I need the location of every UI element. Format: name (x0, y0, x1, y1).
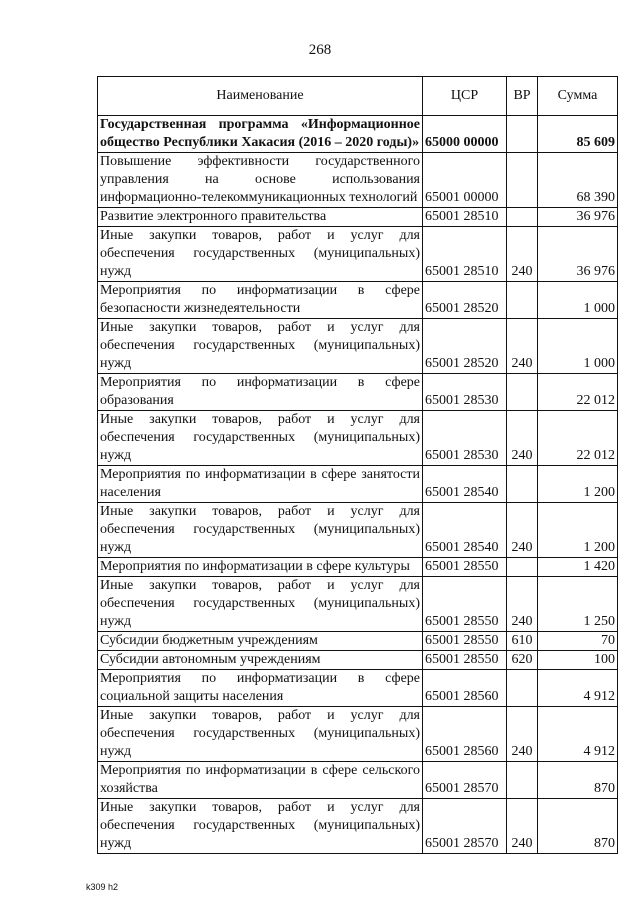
cell-sum: 36 976 (538, 208, 618, 227)
cell-name: Мероприятия по информатизации в сфере образования (98, 374, 423, 411)
cell-csr: 65001 00000 (423, 153, 507, 208)
cell-csr: 65001 28540 (423, 503, 507, 558)
cell-vr: 620 (507, 651, 538, 670)
cell-vr (507, 116, 538, 153)
cell-vr: 240 (507, 707, 538, 762)
table-row (98, 227, 618, 282)
cell-csr: 65001 28550 (423, 651, 507, 670)
table-row (98, 799, 618, 854)
cell-name: Иные закупки товаров, работ и услуг для обеспечения государственных (муниципальных) нужд (98, 577, 423, 632)
table-row (98, 577, 618, 632)
cell-name: Мероприятия по информатизации в сфере занятости населения (98, 466, 423, 503)
header-vr: ВР (507, 77, 538, 116)
budget-table (97, 76, 618, 854)
cell-sum: 870 (538, 762, 618, 799)
cell-csr: 65001 28510 (423, 208, 507, 227)
cell-name: Иные закупки товаров, работ и услуг для обеспечения государственных (муниципальных) нужд (98, 411, 423, 466)
footer-code: k309 h2 (86, 882, 119, 892)
cell-sum: 70 (538, 632, 618, 651)
header-sum: Сумма (538, 77, 618, 116)
cell-sum: 1 250 (538, 577, 618, 632)
cell-csr: 65001 28550 (423, 558, 507, 577)
table-row (98, 319, 618, 374)
table-row (98, 466, 618, 503)
cell-sum: 1 420 (538, 558, 618, 577)
cell-name: Иные закупки товаров, работ и услуг для обеспечения государственных (муниципальных) нужд (98, 227, 423, 282)
cell-csr: 65001 28570 (423, 799, 507, 854)
cell-name: Мероприятия по информатизации в сфере социальной защиты населения (98, 670, 423, 707)
cell-name: Субсидии автономным учреждениям (98, 651, 423, 670)
cell-csr: 65001 28560 (423, 670, 507, 707)
cell-sum: 4 912 (538, 707, 618, 762)
cell-vr: 240 (507, 227, 538, 282)
table-row (98, 558, 618, 577)
cell-sum: 1 200 (538, 503, 618, 558)
table-row (98, 632, 618, 651)
cell-vr: 240 (507, 503, 538, 558)
cell-csr: 65001 28510 (423, 227, 507, 282)
table-row (98, 411, 618, 466)
cell-name: Мероприятия по информатизации в сфере культуры (98, 558, 423, 577)
cell-vr (507, 762, 538, 799)
table-row (98, 282, 618, 319)
table-row (98, 651, 618, 670)
table-row (98, 208, 618, 227)
cell-sum: 22 012 (538, 374, 618, 411)
cell-name: Иные закупки товаров, работ и услуг для обеспечения государственных (муниципальных) нужд (98, 319, 423, 374)
cell-vr: 610 (507, 632, 538, 651)
cell-csr: 65001 28570 (423, 762, 507, 799)
cell-vr (507, 208, 538, 227)
cell-name: Мероприятия по информатизации в сфере безопасности жизнедеятельности (98, 282, 423, 319)
cell-name: Развитие электронного правительства (98, 208, 423, 227)
cell-name: Мероприятия по информатизации в сфере сельского хозяйства (98, 762, 423, 799)
cell-vr (507, 374, 538, 411)
cell-csr: 65000 00000 (423, 116, 507, 153)
cell-name: Иные закупки товаров, работ и услуг для обеспечения государственных (муниципальных) нужд (98, 799, 423, 854)
table-row (98, 374, 618, 411)
cell-vr (507, 466, 538, 503)
header-name: Наименование (98, 77, 423, 116)
cell-csr: 65001 28550 (423, 577, 507, 632)
cell-vr (507, 670, 538, 707)
table-row (98, 153, 618, 208)
cell-sum: 22 012 (538, 411, 618, 466)
cell-vr: 240 (507, 319, 538, 374)
table-row (98, 707, 618, 762)
header-csr: ЦСР (423, 77, 507, 116)
cell-name: Повышение эффективности государственного управления на основе использования информационно-телекоммуникационных технологий (98, 153, 423, 208)
cell-sum: 4 912 (538, 670, 618, 707)
cell-sum: 68 390 (538, 153, 618, 208)
cell-name: Иные закупки товаров, работ и услуг для обеспечения государственных (муниципальных) нужд (98, 707, 423, 762)
table-row (98, 503, 618, 558)
table-row (98, 116, 618, 153)
cell-csr: 65001 28540 (423, 466, 507, 503)
page-number: 268 (308, 42, 332, 58)
cell-vr (507, 153, 538, 208)
cell-csr: 65001 28550 (423, 632, 507, 651)
cell-vr: 240 (507, 411, 538, 466)
cell-csr: 65001 28560 (423, 707, 507, 762)
cell-sum: 36 976 (538, 227, 618, 282)
table-row (98, 670, 618, 707)
cell-sum: 85 609 (538, 116, 618, 153)
cell-csr: 65001 28530 (423, 374, 507, 411)
cell-csr: 65001 28520 (423, 282, 507, 319)
cell-sum: 1 200 (538, 466, 618, 503)
cell-sum: 100 (538, 651, 618, 670)
cell-sum: 870 (538, 799, 618, 854)
cell-name: Субсидии бюджетным учреждениям (98, 632, 423, 651)
table-header-row (98, 77, 618, 116)
cell-vr (507, 282, 538, 319)
cell-vr: 240 (507, 577, 538, 632)
cell-csr: 65001 28530 (423, 411, 507, 466)
cell-name: Иные закупки товаров, работ и услуг для обеспечения государственных (муниципальных) нужд (98, 503, 423, 558)
cell-sum: 1 000 (538, 319, 618, 374)
cell-vr: 240 (507, 799, 538, 854)
cell-sum: 1 000 (538, 282, 618, 319)
cell-name: Государственная программа «Информационное общество Республики Хакасия (2016 – 2020 годы)» (98, 116, 423, 153)
table-row (98, 762, 618, 799)
cell-vr (507, 558, 538, 577)
cell-csr: 65001 28520 (423, 319, 507, 374)
